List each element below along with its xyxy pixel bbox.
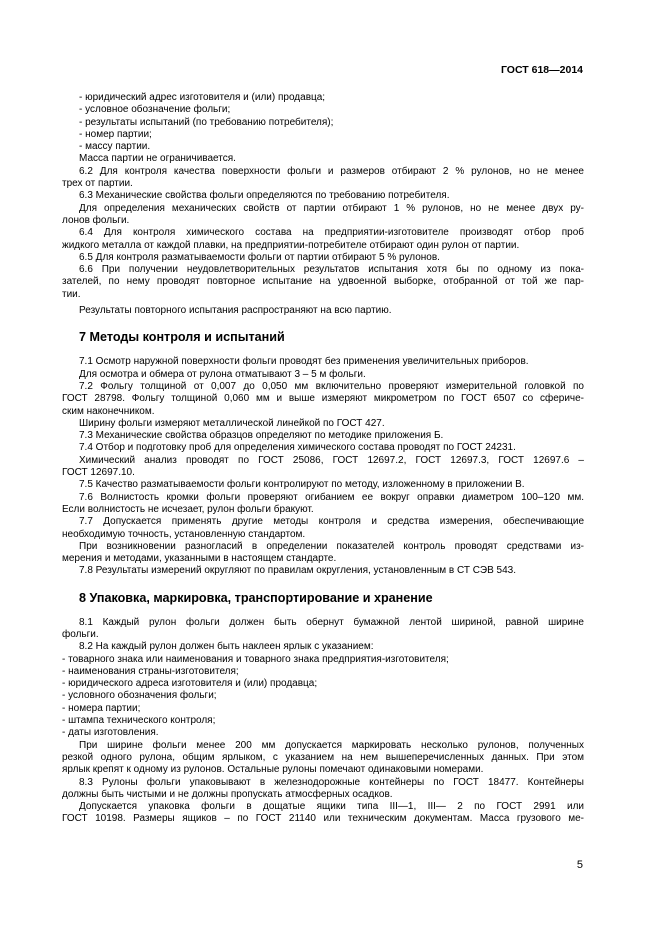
- paragraph-text: 6.5 Для контроля разматываемости фольги от партии отбирают 5 % рулонов.: [79, 251, 440, 263]
- paragraph-text: 7.4 Отбор и подготовку проб для определения химического состава проводят по ГОСТ 24231.: [79, 442, 516, 454]
- section-heading-7: 7 Методы контроля и испытаний: [79, 330, 285, 345]
- paragraph-text: Ширину фольги измеряют металлической линейкой по ГОСТ 427.: [79, 417, 385, 429]
- paragraph-text: Для определения механических свойств от партии отбирают 1 % рулонов, но не менее двух ру-: [79, 202, 584, 214]
- paragraph-text: Химический анализ проводят по ГОСТ 25086, ГОСТ 12697.2, ГОСТ 12697.3, ГОСТ 12697.6 –: [79, 454, 584, 466]
- paragraph-text: Масса партии не ограничивается.: [79, 153, 236, 165]
- paragraph-text: жидкого металла от каждой плавки, на предприятии-потребителе отбирают один рулон от партии.: [62, 239, 520, 251]
- paragraph-text: ГОСТ 28798. Фольгу толщиной 0,060 мм и выше измеряют микрометром по ГОСТ 6507 со сфериче-: [62, 393, 584, 405]
- paragraph-text: ским наконечником.: [62, 405, 155, 417]
- paragraph-text: Результаты повторного испытания распространяют на всю партию.: [79, 305, 392, 317]
- paragraph-text: 8.2 На каждый рулон должен быть наклеен ярлык с указанием:: [79, 641, 374, 653]
- paragraph-text: лонов фольги.: [62, 214, 130, 226]
- paragraph-text: 7.6 Волнистость кромки фольги проверяют огибанием ее вокруг оправки диаметром 100–120 мм.: [79, 491, 584, 503]
- list-item: - юридический адрес изготовителя и (или) продавца;: [79, 92, 326, 103]
- paragraph-text: 8.1 Каждый рулон фольги должен быть обернут бумажной лентой шириной, равной ширине: [79, 616, 584, 628]
- paragraph-text: 7.1 Осмотр наружной поверхности фольги проводят без применения увеличительных приборов.: [79, 356, 529, 368]
- paragraph-text: Если волнистость не исчезает, рулон фольги бракуют.: [62, 503, 314, 515]
- paragraph-text: ГОСТ 12697.10.: [62, 467, 135, 479]
- section-heading-8: 8 Упаковка, маркировка, транспортирование и хранение: [79, 590, 433, 605]
- list-item: - товарного знака или наименования и товарного знака предприятия-изготовителя;: [62, 653, 449, 665]
- list-item: - массу партии.: [79, 141, 151, 153]
- paragraph-text: 7.8 Результаты измерений округляют по правилам округления, установленным в СТ СЭВ 543.: [79, 565, 517, 577]
- document-code-header: ГОСТ 618—2014: [500, 64, 583, 76]
- paragraph-text: 6.2 Для контроля качества поверхности фольги и размеров отбирают 2 % рулонов, но не менее: [79, 165, 584, 177]
- paragraph-text: Для осмотра и обмера от рулона отматывают 3 – 5 м фольги.: [79, 368, 366, 380]
- paragraph-text: Допускается упаковка фольги в дощатые ящики типа III—1, III— 2 по ГОСТ 2991 или: [79, 801, 584, 813]
- page-number: 5: [576, 859, 583, 871]
- paragraph-text: 6.3 Механические свойства фольги определяются по требованию потребителя.: [79, 190, 450, 202]
- paragraph-text: необходимую точность, установленную стандартом.: [62, 528, 306, 540]
- list-item: - юридического адреса изготовителя и (или) продавца;: [62, 678, 318, 690]
- paragraph-text: трех от партии.: [62, 178, 133, 190]
- paragraph-text: ярлык крепят к одному из рулонов. Остальные рулоны помечают одинаковыми номерами.: [62, 764, 484, 776]
- list-item: - условного обозначения фольги;: [62, 690, 217, 702]
- paragraph-text: При возникновении разногласий в определении показателей контроль проводят средствами из-: [79, 540, 584, 552]
- paragraph-text: тии.: [62, 288, 81, 300]
- paragraph-text: ГОСТ 10198. Размеры ящиков – по ГОСТ 21140 или техническим документам. Масса грузового ме-: [62, 813, 584, 825]
- paragraph-text: фольги.: [62, 628, 99, 640]
- paragraph-text: 7.7 Допускается применять другие методы контроля и средства измерения, обеспечивающие: [79, 516, 584, 528]
- list-item: - номер партии;: [79, 128, 152, 140]
- list-item: - даты изготовления.: [62, 727, 159, 739]
- paragraph-text: При ширине фольги менее 200 мм допускается маркировать несколько рулонов, полученных: [79, 739, 584, 751]
- paragraph-text: 7.5 Качество разматываемости фольги контролируют по методу, изложенному в приложении В.: [79, 479, 525, 491]
- paragraph-text: 6.4 Для контроля химического состава на предприятии-изготовителе производят отбор проб: [79, 227, 584, 239]
- list-item: - наименования страны-изготовителя;: [62, 665, 239, 677]
- paragraph-text: резкой одного рулона, общим ярлыком, с указанием на нем вышеперечисленных данных. При этом: [62, 751, 584, 763]
- paragraph-text: должны быть чистыми и не должны пропускать атмосферных осадков.: [62, 788, 393, 800]
- paragraph-text: 8.3 Рулоны фольги упаковывают в железнодорожные контейнеры по ГОСТ 18477. Контейнеры: [79, 776, 584, 788]
- list-item: - условное обозначение фольги;: [79, 104, 231, 116]
- list-item: - штампа технического контроля;: [62, 715, 216, 727]
- list-item: - номера партии;: [62, 702, 141, 714]
- paragraph-text: зателей, по нему проводят повторное испытание на удвоенной выборке, отобранной от той же пар-: [62, 276, 584, 288]
- paragraph-text: 7.3 Механические свойства образцов определяют по методике приложения Б.: [79, 430, 444, 442]
- paragraph-text: мерения и методами, указанными в настоящем стандарте.: [62, 553, 337, 565]
- document-body: [62, 92, 584, 826]
- paragraph-text: 6.6 При получении неудовлетворительных результатов испытания хотя бы по одному из пока-: [79, 264, 584, 276]
- paragraph-text: 7.2 Фольгу толщиной от 0,007 до 0,050 мм включительно проверяют измерительной головкой по: [79, 380, 584, 392]
- list-item: - результаты испытаний (по требованию потребителя);: [79, 116, 334, 128]
